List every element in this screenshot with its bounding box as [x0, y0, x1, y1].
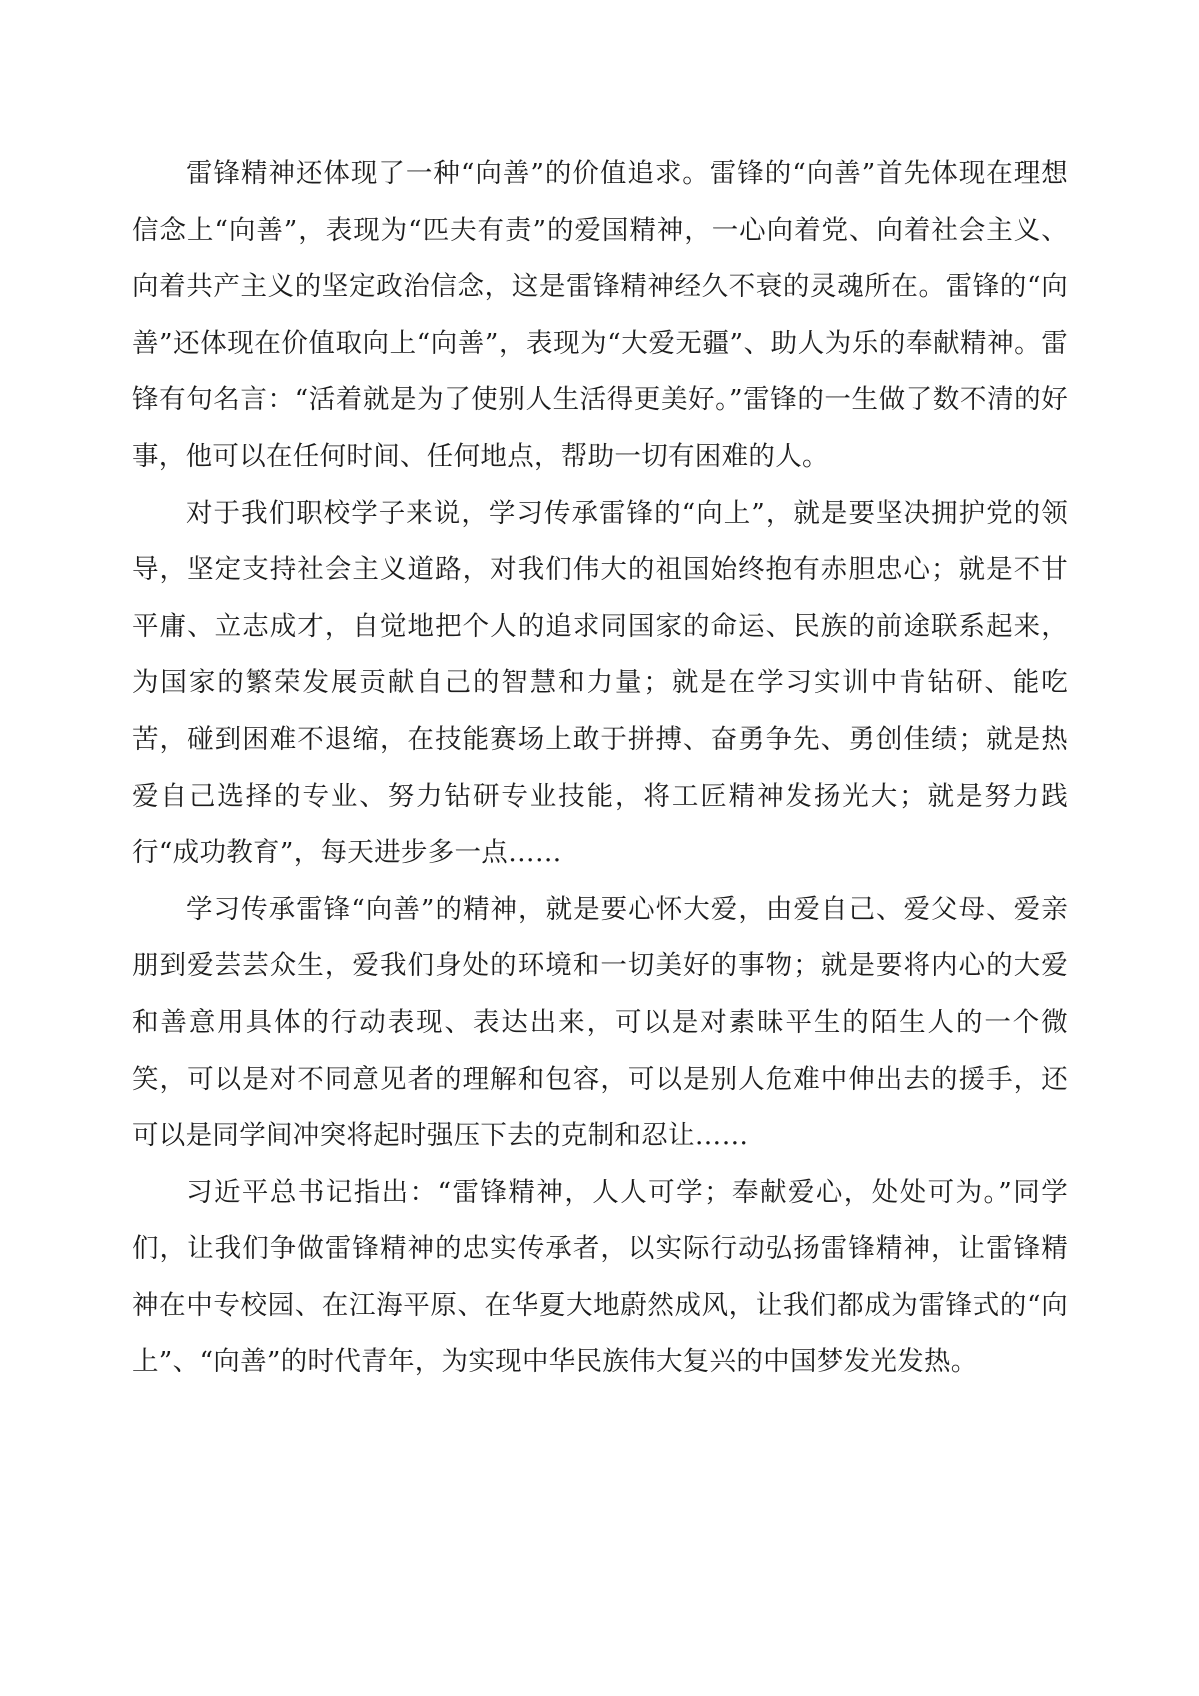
document-body [132, 146, 1068, 1391]
paragraph-4: 习近平总书记指出：“雷锋精神，人人可学；奉献爱心，处处可为。”同学们，让我们争做雷锋精神的忠实传承者，以实际行动弘扬雷锋精神，让雷锋精神在中专校园、在江海平原、在华夏大地蔚然成风，让我们都成为雷锋式的“向上”、“向善”的时代青年，为实现中华民族伟大复兴的中国梦发光发热。 [132, 1176, 1068, 1378]
paragraph-3: 学习传承雷锋“向善”的精神，就是要心怀大爱，由爱自己、爱父母、爱亲朋到爱芸芸众生，爱我们身处的环境和一切美好的事物；就是要将内心的大爱和善意用具体的行动表现、表达出来，可以是对素昧平生的陌生人的一个微笑，可以是对不同意见者的理解和包容，可以是别人危难中伸出去的援手，还可以是同学间冲突将起时强压下去的克制和忍让…… [132, 893, 1068, 1152]
paragraph-1: 雷锋精神还体现了一种“向善”的价值追求。雷锋的“向善”首先体现在理想信念上“向善”，表现为“匹夫有责”的爱国精神，一心向着党、向着社会主义、向着共产主义的坚定政治信念，这是雷锋精神经久不衰的灵魂所在。雷锋的“向善”还体现在价值取向上“向善”，表现为“大爱无疆”、助人为乐的奉献精神。雷锋有句名言：“活着就是为了使别人生活得更美好。”雷锋的一生做了数不清的好事，他可以在任何时间、任何地点，帮助一切有困难的人。 [132, 158, 1068, 472]
paragraph-2: 对于我们职校学子来说，学习传承雷锋的“向上”，就是要坚决拥护党的领导，坚定支持社会主义道路，对我们伟大的祖国始终抱有赤胆忠心；就是不甘平庸、立志成才，自觉地把个人的追求同国家的命运、民族的前途联系起来，为国家的繁荣发展贡献自己的智慧和力量；就是在学习实训中肯钻研、能吃苦，碰到困难不退缩，在技能赛场上敢于拼搏、奋勇争先、勇创佳绩；就是热爱自己选择的专业、努力钻研专业技能，将工匠精神发扬光大；就是努力践行“成功教育”，每天进步多一点…… [132, 497, 1068, 869]
